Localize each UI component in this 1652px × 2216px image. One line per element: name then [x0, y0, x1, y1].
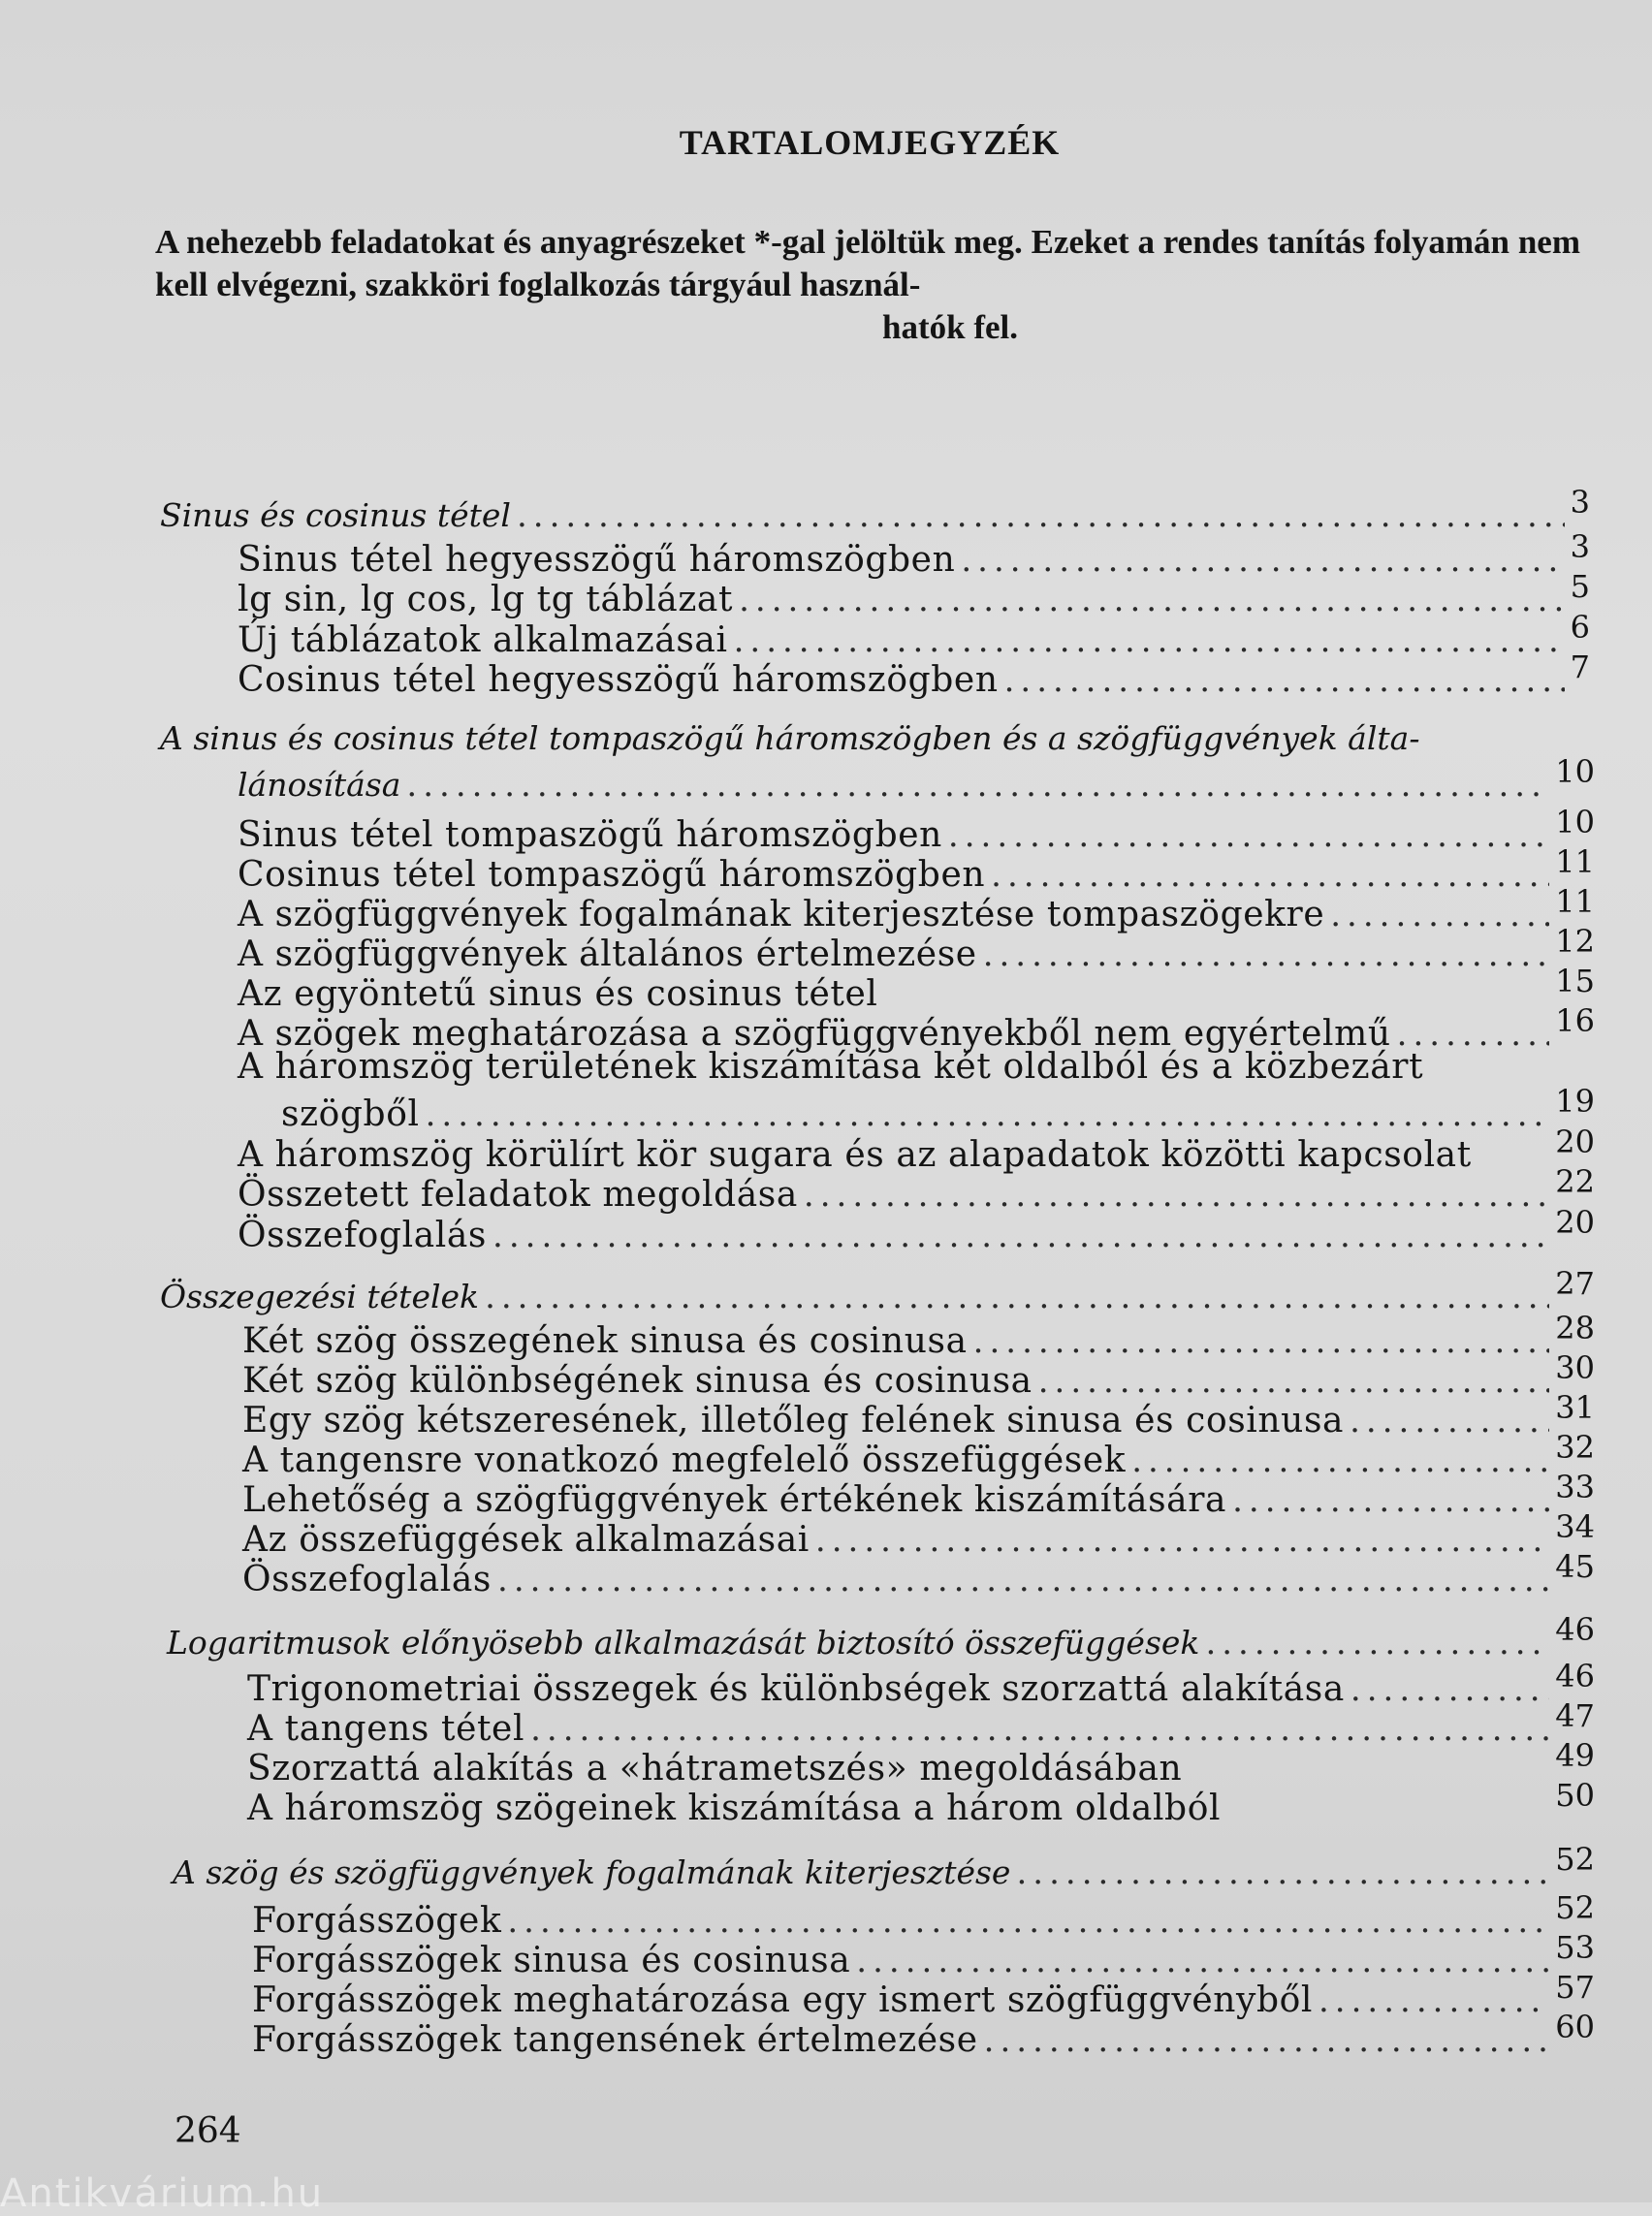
toc-entry-title: Összefoglalás	[238, 1216, 488, 1255]
toc-page-number: 53	[1555, 1929, 1595, 1966]
toc-entry	[242, 1349, 1595, 1401]
toc-page-number: 52	[1555, 1889, 1595, 1926]
toc-page-number: 50	[1555, 1777, 1595, 1814]
toc-section-title: Sinus és cosinus tétel	[160, 496, 511, 534]
page-number: 264	[175, 2111, 241, 2151]
toc-entry-title: A tangens tétel	[247, 1709, 525, 1749]
toc-page-number: 49	[1555, 1737, 1595, 1774]
toc-entry-title: Szorzattá alakítás a «hátrametszés» megoldásában	[247, 1749, 1183, 1789]
toc-entry-title: Forgásszögek meghatározása egy ismert szögfüggvényből	[252, 1980, 1313, 2020]
toc-entry	[242, 1310, 1595, 1361]
toc-entry-title: A szögfüggvények általános értelmezése	[238, 934, 977, 974]
toc-page-number: 3	[1570, 528, 1590, 565]
toc-page-number: 6	[1570, 609, 1590, 646]
toc-page-number: 45	[1555, 1548, 1595, 1585]
toc-entry	[247, 1737, 1595, 1789]
toc-page-number: 11	[1555, 883, 1595, 920]
toc-entry	[238, 963, 1595, 1014]
toc-page-number: 5	[1570, 568, 1590, 605]
toc-entry-title: Összetett feladatok megoldása	[238, 1175, 798, 1215]
toc-entry	[238, 609, 1590, 660]
toc-entry	[238, 528, 1590, 580]
toc-page-number: 3	[1570, 484, 1590, 521]
toc-entry	[247, 1658, 1595, 1709]
toc-entry-title: Összefoglalás	[242, 1560, 492, 1599]
toc-page-number: 19	[1555, 1083, 1595, 1120]
toc-section	[160, 484, 1590, 535]
toc-entry-title: A háromszög területének kiszámítása két oldalból és a közbezárt	[238, 1047, 1424, 1087]
toc-entry	[238, 1124, 1595, 1175]
toc-entry-title: Forgásszögek sinusa és cosinusa	[252, 1941, 851, 1980]
toc-entry	[242, 1389, 1595, 1440]
toc-page-number: 7	[1570, 649, 1590, 685]
toc-page-number: 10	[1555, 804, 1595, 840]
toc-page-number: 12	[1555, 923, 1595, 960]
toc-entry-title: Lehetőség a szögfüggvények értékének kiszámítására	[242, 1480, 1227, 1520]
intro-paragraph	[155, 221, 1580, 349]
toc-page-number: 34	[1555, 1508, 1595, 1545]
toc-entry	[252, 2009, 1595, 2060]
toc-entry-title: Trigonometriai összegek és különbségek szorzattá alakítása	[247, 1669, 1345, 1709]
toc-page-number: 11	[1555, 843, 1595, 880]
intro-text-last-line: hatók fel.	[882, 308, 1018, 346]
toc-section	[167, 1611, 1595, 1662]
toc-entry-title: Sinus tétel tompaszögű háromszögben	[238, 815, 942, 855]
toc-entry-title: A háromszög körülírt kör sugara és az alapadatok közötti kapcsolat	[238, 1135, 1472, 1175]
toc-entry-title: Egy szög kétszeresének, illetőleg felének sinusa és cosinusa	[242, 1401, 1345, 1440]
toc-page-number: 32	[1555, 1429, 1595, 1466]
toc-page-number: 57	[1555, 1969, 1595, 2006]
toc-entry	[238, 1163, 1595, 1215]
toc-entry	[238, 568, 1590, 619]
toc-page-number: 33	[1555, 1469, 1595, 1505]
toc-entry-title: lg sin, lg cos, lg tg táblázat	[238, 580, 734, 619]
toc-entry-title: Két szög összegének sinusa és cosinusa	[242, 1321, 968, 1361]
toc-entry	[252, 1969, 1595, 2020]
toc-entry	[242, 1469, 1595, 1520]
toc-entry	[242, 1548, 1595, 1599]
toc-entry-title: Forgásszögek tangensének értelmezése	[252, 2020, 978, 2060]
toc-page-number: 28	[1555, 1310, 1595, 1346]
toc-section	[160, 1265, 1595, 1316]
toc-page-number: 10	[1555, 753, 1595, 790]
toc-page-number: 30	[1555, 1349, 1595, 1386]
toc-page-number: 46	[1555, 1658, 1595, 1694]
toc-entry	[247, 1697, 1595, 1749]
toc-entry-title: A szögek meghatározása a szögfüggvényekből nem egyértelmű	[238, 1014, 1391, 1054]
toc-entry	[281, 1083, 1595, 1134]
toc-entry	[238, 804, 1595, 855]
toc-entry	[238, 923, 1595, 974]
toc-page-number: 52	[1555, 1841, 1595, 1878]
toc-entry	[238, 883, 1595, 934]
toc-page-number: 15	[1555, 963, 1595, 999]
toc-section	[173, 1841, 1595, 1892]
toc-entry	[238, 649, 1590, 700]
toc-entry	[247, 1777, 1595, 1828]
toc-entry	[252, 1889, 1595, 1941]
toc-section-title: A szög és szögfüggvények fogalmának kiterjesztése	[173, 1853, 1011, 1891]
toc-section-title: Összegezési tételek	[160, 1278, 480, 1315]
toc-entry-title: Két szög különbségének sinusa és cosinusa	[242, 1361, 1032, 1401]
toc-entry-title: Sinus tétel hegyesszögű háromszögben	[238, 540, 956, 580]
toc-entry	[238, 1204, 1595, 1255]
toc-page-number: 20	[1555, 1204, 1595, 1241]
toc-entry	[242, 1429, 1595, 1480]
toc-page-number: 31	[1555, 1389, 1595, 1426]
toc-entry-title-continued: szögből	[281, 1094, 420, 1134]
toc-page-number: 60	[1555, 2009, 1595, 2045]
toc-entry-title: A háromszög szögeinek kiszámítása a három oldalból	[247, 1789, 1222, 1828]
toc-entry-title: Az összefüggések alkalmazásai	[242, 1520, 810, 1560]
toc-entry	[242, 1508, 1595, 1560]
toc-entry-title: Az egyöntetű sinus és cosinus tétel	[238, 974, 878, 1014]
page-title: TARTALOMJEGYZÉK	[679, 123, 1061, 162]
toc-page-number: 20	[1555, 1124, 1595, 1160]
toc-section	[238, 753, 1595, 805]
toc-entry	[252, 1929, 1595, 1980]
toc-section-title: A sinus és cosinus tétel tompaszögű háromszögben és a szögfüggvények álta-	[160, 719, 1420, 757]
watermark: Antikvárium.hu	[0, 2171, 325, 2216]
toc-section-title-continued: lánosítása	[238, 766, 401, 804]
toc-section-title: Logaritmusok előnyösebb alkalmazását biztosító összefüggések	[167, 1624, 1200, 1662]
toc-page-number: 46	[1555, 1611, 1595, 1648]
toc-entry-title: A szögfüggvények fogalmának kiterjesztése tompaszögekre	[238, 895, 1325, 934]
toc-page-number: 16	[1555, 1002, 1595, 1039]
intro-text: A nehezebb feladatokat és anyagrészeket *-gal jelöltük meg. Ezeket a rendes tanítás folyamán nem kell elvégezni, szakköri foglalkozás tárgyául használ-	[155, 223, 1580, 303]
toc-page-number: 22	[1555, 1163, 1595, 1200]
toc-entry	[238, 843, 1595, 895]
toc-entry-title: Új táblázatok alkalmazásai	[238, 620, 728, 660]
toc-entry-title: A tangensre vonatkozó megfelelő összefüggések	[242, 1440, 1127, 1480]
toc-entry-title: Forgásszögek	[252, 1901, 502, 1941]
toc-entry-title: Cosinus tétel hegyesszögű háromszögben	[238, 660, 999, 700]
toc-page-number: 27	[1555, 1265, 1595, 1302]
toc-entry-title: Cosinus tétel tompaszögű háromszögben	[238, 855, 986, 895]
toc-page-number: 47	[1555, 1697, 1595, 1734]
